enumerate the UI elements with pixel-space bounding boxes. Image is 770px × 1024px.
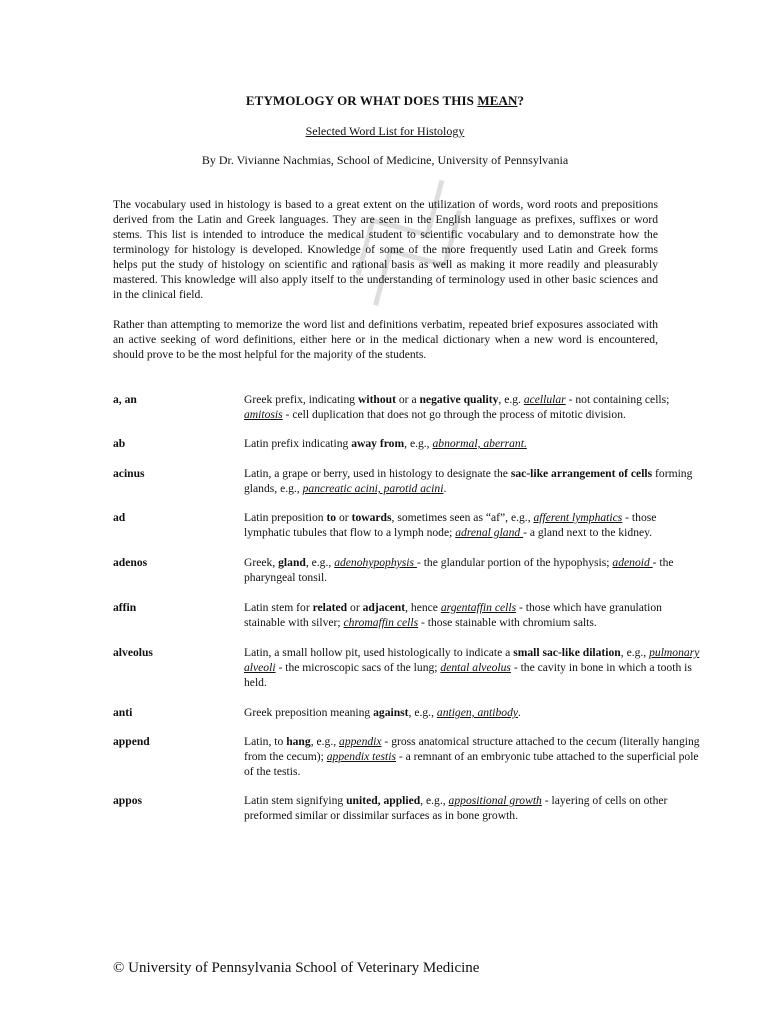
word-definition: Greek, gland, e.g., adenohypophysis - the glandular portion of the hypophysis; adenoid - the pharyngeal tonsil. <box>244 556 674 584</box>
subtitle: Selected Word List for Histology <box>305 124 465 138</box>
key-meaning: united, applied <box>346 794 421 807</box>
example-term: appositional growth <box>448 794 542 807</box>
key-meaning: towards <box>351 511 392 524</box>
word-term: acinus <box>113 467 145 480</box>
example-term: dental alveolus <box>440 661 511 674</box>
word-term: anti <box>113 706 133 719</box>
word-term: ab <box>113 437 126 450</box>
author-byline: By Dr. Vivianne Nachmias, School of Medicine, University of Pennsylvania <box>201 153 569 167</box>
word-definition: Latin prefix indicating away from, e.g., abnormal, aberrant. <box>244 437 527 450</box>
example-term: adenoid <box>612 556 653 569</box>
example-term: pulmonary alveoli <box>244 646 700 674</box>
word-term: a, an <box>113 393 137 406</box>
example-term: abnormal, aberrant. <box>432 437 527 450</box>
word-definition: Greek preposition meaning against, e.g., antigen, antibody. <box>244 706 521 719</box>
example-term: appendix <box>339 735 382 748</box>
key-meaning: without <box>357 393 396 406</box>
word-term: append <box>113 735 150 748</box>
word-definition: Latin, a grape or berry, used in histology to designate the sac-like arrangement of cells forming glands, e.g., pancreatic acini, parotid acini. <box>244 467 693 495</box>
word-term: ad <box>113 511 126 524</box>
example-term: amitosis <box>244 408 283 421</box>
example-term: chromaffin cells <box>343 616 419 629</box>
word-definition: Latin preposition to or towards, sometimes seen as “af”, e.g., afferent lymphatics - those lymphatic tubules that flow to a lymph node; adrenal gland - a gland next to the kidney. <box>244 511 657 539</box>
key-meaning: to <box>326 511 337 524</box>
example-term: antigen, antibody <box>436 706 519 719</box>
word-term: alveolus <box>113 646 153 659</box>
word-definition: Greek prefix, indicating without or a negative quality, e.g. acellular - not containing cells; amitosis - cell duplication that does not go through the process of mitotic division. <box>244 393 670 421</box>
key-meaning: gland <box>278 556 306 569</box>
example-term: adrenal gland <box>455 526 524 539</box>
word-definition: Latin stem for related or adjacent, hence argentaffin cells - those which have granulation stainable with silver; chromaffin cells - those stainable with chromium salts. <box>244 601 662 629</box>
example-term: appendix testis <box>326 750 396 763</box>
word-term: adenos <box>113 556 148 569</box>
example-term: acellular <box>523 393 566 406</box>
example-term: adenohypophysis <box>334 556 417 569</box>
key-meaning: small sac-like dilation <box>513 646 621 659</box>
word-definition: Latin, to hang, e.g., appendix - gross anatomical structure attached to the cecum (literally hanging from the cecum); appendix testis - a remnant of an embryonic tube attached to the superficial pole of the testis. <box>244 735 700 778</box>
key-meaning: adjacent <box>362 601 406 614</box>
key-meaning: negative quality <box>419 393 499 406</box>
key-meaning: away from <box>351 437 405 450</box>
key-meaning: related <box>312 601 348 614</box>
example-term: afferent lymphatics <box>533 511 623 524</box>
key-meaning: against <box>373 706 409 719</box>
word-definition: Latin, a small hollow pit, used histologically to indicate a small sac-like dilation, e.g., pulmonary alveoli - the microscopic sacs of the lung; dental alveolus - the cavity in bone in which a tooth is held. <box>244 646 700 689</box>
word-definition: Latin stem signifying united, applied, e.g., appositional growth - layering of cells on other preformed similar or dissimilar surfaces as in bone growth. <box>244 794 668 822</box>
example-term: pancreatic acini, parotid acini <box>302 482 444 495</box>
example-term: argentaffin cells <box>440 601 517 614</box>
copyright-footer: © University of Pennsylvania School of Veterinary Medicine <box>113 960 480 976</box>
intro-paragraph-1: The vocabulary used in histology is based to a great extent on the utilization of words, word roots and prepositions derived from the Latin and Greek languages. They are seen in the English language as prefixes, suffixes or word stems. This list is intended to introduce the medical student to scientific vocabulary and to demonstrate how the terminology for histology is developed. Knowledge of some of the more frequently used Latin and Greek forms helps put the study of histology on scientific and rational basis as well as making it more readily and pleasurably mastered. This knowledge will also apply itself to the understanding of terminology used in other basic sciences and in the clinical field. <box>113 198 658 301</box>
word-term: affin <box>113 601 137 614</box>
intro-paragraph-2: Rather than attempting to memorize the word list and definitions verbatim, repeated brief exposures associated with an active seeking of word definitions, either here or in the medical dictionary when a new word is encountered, should prove to be the most helpful for the majority of the students. <box>113 318 658 361</box>
key-meaning: sac-like arrangement of cells <box>510 467 653 480</box>
word-term: appos <box>113 794 143 807</box>
page-title: ETYMOLOGY OR WHAT DOES THIS MEAN? <box>245 93 525 108</box>
key-meaning: hang <box>286 735 311 748</box>
